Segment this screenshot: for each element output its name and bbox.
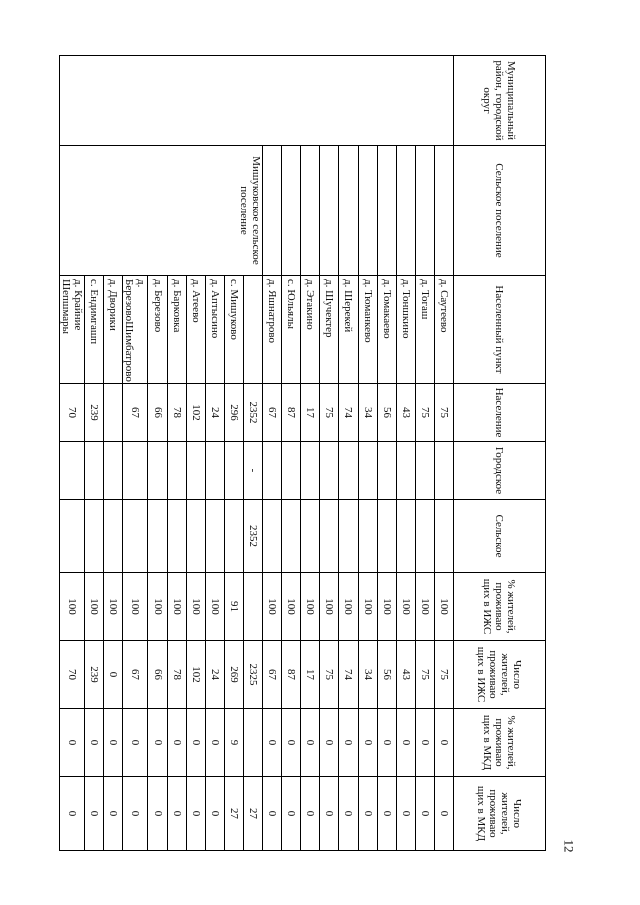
cell-pct-mkd: 0 — [104, 709, 123, 777]
cell-population: 75 — [434, 384, 453, 442]
cell-urban — [224, 442, 243, 500]
cell-pct-izhs: 100 — [415, 573, 434, 641]
cell-num-izhs: 75 — [415, 641, 434, 709]
cell-pct-mkd: 0 — [396, 709, 415, 777]
cell-locality: д. Березово — [148, 276, 167, 384]
cell-population: 75 — [320, 384, 339, 442]
cell-num-izhs: 87 — [282, 641, 301, 709]
header-num-mkd: Число жителей, проживаю щих в МКД — [454, 777, 546, 851]
cell-pct-mkd: 0 — [377, 709, 396, 777]
cell-locality: д. Этакино — [301, 276, 320, 384]
settlement-cell — [339, 146, 358, 276]
cell-rural — [205, 500, 224, 573]
cell-population: 67 — [123, 384, 148, 442]
cell-locality: д. Саутеево — [434, 276, 453, 384]
cell-pct-mkd: 0 — [263, 709, 282, 777]
header-num-izhs: Число жителей, проживаю щих в ИЖС — [454, 641, 546, 709]
cell-urban — [104, 442, 123, 500]
cell-num-mkd: 0 — [282, 777, 301, 851]
cell-urban — [205, 442, 224, 500]
cell-locality: д. Тоншкино — [396, 276, 415, 384]
cell-num-izhs: 74 — [339, 641, 358, 709]
cell-urban — [167, 442, 186, 500]
cell-urban — [396, 442, 415, 500]
cell-pct-izhs: 100 — [60, 573, 85, 641]
cell-locality: д. БерезовоШимбатрово — [123, 276, 148, 384]
cell-num-mkd: 0 — [320, 777, 339, 851]
table-row — [263, 56, 282, 851]
district-cell — [60, 56, 454, 146]
table-landscape — [60, 55, 546, 850]
cell-num-izhs: 43 — [396, 641, 415, 709]
cell-num-izhs: 70 — [60, 641, 85, 709]
cell-num-izhs: 67 — [263, 641, 282, 709]
cell-population: 75 — [415, 384, 434, 442]
cell-pct-izhs: 100 — [282, 573, 301, 641]
cell-pct-izhs: 100 — [396, 573, 415, 641]
settlement-cell — [320, 146, 339, 276]
cell-locality: с. Ендимгашп — [85, 276, 104, 384]
settlement-name: Мишуковское сельское поселение — [60, 146, 263, 276]
cell-num-mkd: 27 — [224, 777, 243, 851]
settlement-cell — [358, 146, 377, 276]
cell-population: 43 — [396, 384, 415, 442]
table-row — [243, 56, 262, 851]
settlement-cell — [434, 146, 453, 276]
table-row — [320, 56, 339, 851]
cell-locality: д. Тюманкево — [358, 276, 377, 384]
cell-population: 56 — [377, 384, 396, 442]
rotated-table-frame — [60, 55, 546, 850]
cell-rural — [123, 500, 148, 573]
table-body — [60, 56, 454, 851]
cell-locality: д. Шерекей — [339, 276, 358, 384]
cell-pct-mkd: 0 — [415, 709, 434, 777]
cell-urban — [282, 442, 301, 500]
cell-population: 17 — [301, 384, 320, 442]
table-row — [301, 56, 320, 851]
cell-pct-izhs: 100 — [167, 573, 186, 641]
cell-urban — [339, 442, 358, 500]
cell-pct-izhs: 91 — [224, 573, 243, 641]
cell-num-izhs: 56 — [377, 641, 396, 709]
cell-num-izhs: 102 — [186, 641, 205, 709]
table-row — [358, 56, 377, 851]
cell-population: 102 — [186, 384, 205, 442]
cell-rural — [434, 500, 453, 573]
cell-num-mkd: 0 — [123, 777, 148, 851]
table-row — [377, 56, 396, 851]
cell-rural — [60, 500, 85, 573]
cell-num-mkd: 0 — [60, 777, 85, 851]
cell-pct-izhs: 100 — [104, 573, 123, 641]
cell-urban — [60, 442, 85, 500]
cell-locality: д. Яшнатрово — [263, 276, 282, 384]
cell-urban: - — [243, 442, 262, 500]
cell-pct-izhs: 100 — [263, 573, 282, 641]
cell-num-izhs: 75 — [434, 641, 453, 709]
cell-rural — [167, 500, 186, 573]
cell-population: 296 — [224, 384, 243, 442]
settlement-cell — [415, 146, 434, 276]
cell-pct-izhs: 100 — [301, 573, 320, 641]
cell-num-mkd: 0 — [301, 777, 320, 851]
cell-pct-izhs: 100 — [339, 573, 358, 641]
cell-urban — [148, 442, 167, 500]
cell-num-mkd: 0 — [339, 777, 358, 851]
cell-rural — [104, 500, 123, 573]
cell-population: 34 — [358, 384, 377, 442]
header-pct-izhs: % жителей, проживаю щих в ИЖС — [454, 573, 546, 641]
cell-population — [104, 384, 123, 442]
cell-num-izhs: 17 — [301, 641, 320, 709]
table-row — [339, 56, 358, 851]
settlement-cell — [377, 146, 396, 276]
cell-urban — [377, 442, 396, 500]
cell-locality: д. Томакаево — [377, 276, 396, 384]
cell-num-izhs: 66 — [148, 641, 167, 709]
header-row — [454, 56, 546, 851]
settlement-cell — [301, 146, 320, 276]
cell-locality: д. Атеево — [186, 276, 205, 384]
cell-num-izhs: 75 — [320, 641, 339, 709]
cell-num-izhs: 2325 — [243, 641, 262, 709]
cell-num-izhs: 34 — [358, 641, 377, 709]
cell-num-mkd: 0 — [148, 777, 167, 851]
cell-population: 66 — [148, 384, 167, 442]
cell-locality: д. Крайние Шепшмары — [60, 276, 85, 384]
header-rural: Сельское — [454, 500, 546, 573]
cell-urban — [320, 442, 339, 500]
table-row — [415, 56, 434, 851]
cell-num-mkd: 0 — [85, 777, 104, 851]
header-locality: Населенный пункт — [454, 276, 546, 384]
cell-pct-mkd: 0 — [434, 709, 453, 777]
header-settlement: Сельское поселение — [454, 146, 546, 276]
settlement-cell — [263, 146, 282, 276]
cell-pct-izhs: 100 — [148, 573, 167, 641]
cell-pct-mkd: 0 — [148, 709, 167, 777]
cell-rural — [186, 500, 205, 573]
cell-pct-izhs: 100 — [123, 573, 148, 641]
cell-population: 87 — [282, 384, 301, 442]
cell-urban — [434, 442, 453, 500]
cell-population: 67 — [263, 384, 282, 442]
cell-rural — [396, 500, 415, 573]
cell-num-izhs: 269 — [224, 641, 243, 709]
cell-urban — [301, 442, 320, 500]
cell-population: 74 — [339, 384, 358, 442]
cell-rural — [85, 500, 104, 573]
cell-pct-izhs: 100 — [186, 573, 205, 641]
cell-rural — [282, 500, 301, 573]
table-row — [434, 56, 453, 851]
cell-pct-izhs: 100 — [434, 573, 453, 641]
cell-pct-izhs: 100 — [205, 573, 224, 641]
cell-pct-mkd: 0 — [205, 709, 224, 777]
cell-num-izhs: 67 — [123, 641, 148, 709]
header-pct-mkd: % жителей, проживаю щих в МКД — [454, 709, 546, 777]
cell-pct-mkd: 0 — [123, 709, 148, 777]
header-population: Население — [454, 384, 546, 442]
cell-urban — [123, 442, 148, 500]
cell-num-mkd: 0 — [205, 777, 224, 851]
cell-pct-mkd: 0 — [85, 709, 104, 777]
cell-pct-izhs: 100 — [85, 573, 104, 641]
header-district: Муниципальный район, городской округ — [454, 56, 546, 146]
cell-num-izhs: 24 — [205, 641, 224, 709]
cell-rural — [148, 500, 167, 573]
cell-pct-mkd: 0 — [358, 709, 377, 777]
cell-num-mkd: 0 — [434, 777, 453, 851]
cell-num-mkd: 0 — [167, 777, 186, 851]
cell-num-izhs: 78 — [167, 641, 186, 709]
settlement-cell — [282, 146, 301, 276]
cell-pct-mkd: 0 — [167, 709, 186, 777]
table-row — [282, 56, 301, 851]
cell-pct-mkd: 0 — [339, 709, 358, 777]
cell-population: 24 — [205, 384, 224, 442]
settlement-cell — [396, 146, 415, 276]
cell-locality: д. Аптысино — [205, 276, 224, 384]
cell-pct-izhs: 100 — [358, 573, 377, 641]
page-number: 12 — [561, 839, 577, 853]
cell-pct-mkd — [243, 709, 262, 777]
cell-population: 239 — [85, 384, 104, 442]
cell-rural — [263, 500, 282, 573]
cell-num-mkd: 27 — [243, 777, 262, 851]
cell-rural — [339, 500, 358, 573]
cell-rural — [320, 500, 339, 573]
cell-population: 70 — [60, 384, 85, 442]
cell-locality: д. Шучектер — [320, 276, 339, 384]
cell-pct-mkd: 0 — [186, 709, 205, 777]
cell-num-mkd: 0 — [186, 777, 205, 851]
cell-population: 78 — [167, 384, 186, 442]
cell-num-izhs: 0 — [104, 641, 123, 709]
cell-locality: с. Мишуково — [224, 276, 243, 384]
cell-pct-izhs: 100 — [377, 573, 396, 641]
cell-num-izhs: 239 — [85, 641, 104, 709]
cell-urban — [186, 442, 205, 500]
cell-rural — [224, 500, 243, 573]
cell-pct-izhs — [243, 573, 262, 641]
cell-population: 2352 — [243, 384, 262, 442]
cell-locality: д. Тогаш — [415, 276, 434, 384]
cell-pct-mkd: 9 — [224, 709, 243, 777]
cell-locality — [243, 276, 262, 384]
cell-locality: д. Барковка — [167, 276, 186, 384]
cell-rural — [377, 500, 396, 573]
cell-rural — [415, 500, 434, 573]
cell-num-mkd: 0 — [415, 777, 434, 851]
cell-urban — [358, 442, 377, 500]
cell-num-mkd: 0 — [263, 777, 282, 851]
cell-urban — [415, 442, 434, 500]
cell-pct-mkd: 0 — [301, 709, 320, 777]
cell-pct-mkd: 0 — [320, 709, 339, 777]
cell-pct-izhs: 100 — [320, 573, 339, 641]
cell-num-mkd: 0 — [377, 777, 396, 851]
header-urban: Городское — [454, 442, 546, 500]
cell-rural: 2352 — [243, 500, 262, 573]
cell-rural — [358, 500, 377, 573]
cell-urban — [85, 442, 104, 500]
cell-num-mkd: 0 — [396, 777, 415, 851]
cell-urban — [263, 442, 282, 500]
cell-pct-mkd: 0 — [60, 709, 85, 777]
cell-num-mkd: 0 — [104, 777, 123, 851]
cell-locality: д. Дворики — [104, 276, 123, 384]
cell-pct-mkd: 0 — [282, 709, 301, 777]
cell-num-mkd: 0 — [358, 777, 377, 851]
settlements-table — [59, 55, 546, 851]
table-row — [396, 56, 415, 851]
cell-rural — [301, 500, 320, 573]
cell-locality: с. Юльялы — [282, 276, 301, 384]
